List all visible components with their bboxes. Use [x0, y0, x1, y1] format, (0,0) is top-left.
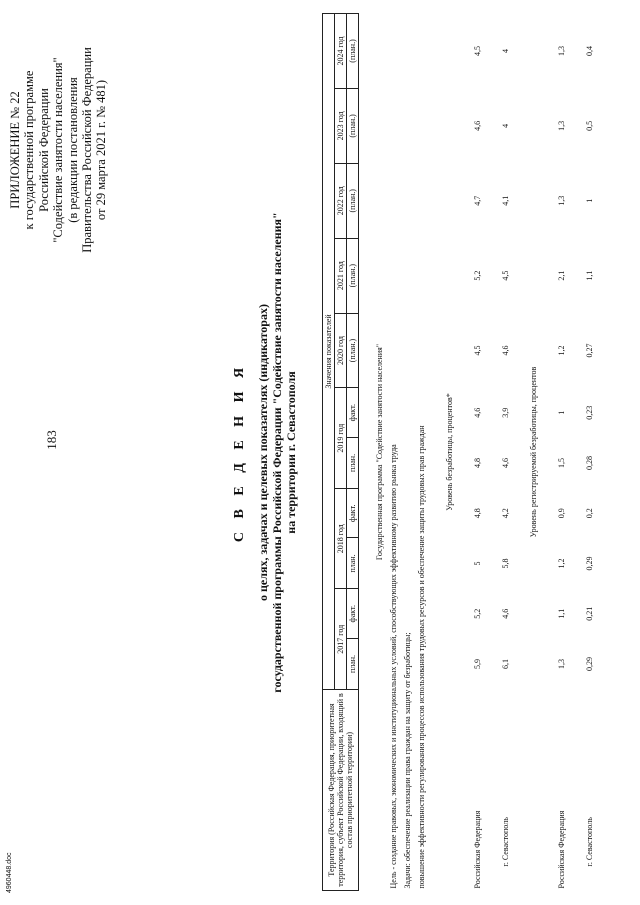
cell: 1,2: [557, 558, 566, 569]
row-territory: Российская Федерация: [473, 810, 482, 889]
plan-subheader: (план.): [347, 163, 359, 238]
cell: 1,2: [557, 345, 566, 356]
cell: 5,2: [473, 270, 482, 281]
document-subtitle: [256, 0, 298, 905]
subtitle-line: о целях, задачах и целевых показателях (индикаторах): [256, 304, 270, 601]
cell: 1,1: [557, 608, 566, 619]
subtitle-line: на территории г. Севастополя: [284, 371, 298, 534]
appendix-line: Российской Федерации: [36, 88, 51, 212]
cell: 4: [501, 48, 510, 53]
cell: 0,23: [585, 405, 594, 420]
appendix-line: ПРИЛОЖЕНИЕ № 22: [8, 91, 22, 209]
plan-subheader: план.: [347, 638, 359, 689]
cell: 4,1: [501, 195, 510, 206]
cell: 5,2: [473, 608, 482, 619]
year-header: 2024 год: [335, 14, 347, 89]
plan-subheader: (план.): [347, 238, 359, 313]
cell: 5,9: [473, 659, 482, 669]
year-header: 2017 год: [335, 589, 347, 690]
fact-subheader: факт.: [347, 388, 359, 438]
section-title: Уровень регистрируемой безработицы, процентов: [529, 366, 538, 538]
cell: 4,6: [501, 608, 510, 619]
cell: 4,7: [473, 195, 482, 206]
year-header: 2018 год: [335, 488, 347, 589]
cell: 1,5: [557, 457, 566, 468]
cell: 5: [473, 561, 482, 566]
fact-subheader: факт.: [347, 589, 359, 639]
cell: 0,9: [557, 508, 566, 519]
cell: 4,2: [501, 508, 510, 519]
cell: 0,28: [585, 455, 594, 470]
territory-header: Территория (Российская Федерация, приоритетная территория, субъект Российской Федерации, входящий в состав приоритетной территории): [323, 690, 359, 891]
cell: 4,5: [473, 345, 482, 356]
cell: 4,5: [501, 270, 510, 281]
plan-subheader: (план.): [347, 14, 359, 89]
cell: 0,2: [585, 508, 594, 519]
cell: 2,1: [557, 270, 566, 281]
appendix-line: от 29 марта 2021 г. № 481): [94, 79, 109, 221]
cell: 1,3: [557, 195, 566, 206]
cell: 0,4: [585, 45, 594, 56]
cell: 1,3: [557, 45, 566, 56]
year-header: 2022 год: [335, 163, 347, 238]
row-territory: Российская Федерация: [557, 810, 566, 889]
year-header: 2020 год: [335, 313, 347, 388]
cell: 1: [585, 198, 594, 203]
cell: 6,1: [501, 659, 510, 669]
cell: 4,6: [473, 120, 482, 131]
year-header: 2023 год: [335, 88, 347, 163]
cell: 4,8: [473, 457, 482, 468]
cell: 0,5: [585, 120, 594, 131]
plan-subheader: план.: [347, 538, 359, 589]
values-header: Значения показателей: [323, 14, 335, 690]
table-row: [499, 14, 513, 891]
plan-subheader: план.: [347, 437, 359, 488]
appendix-line: "Содействие занятости населения": [51, 57, 66, 243]
task-row: повышение эффективности регулирования процессов использования трудовых ресурсов и обеспечение защиты трудовых прав граждан: [417, 425, 426, 889]
cell: 5,8: [501, 558, 510, 569]
indicators-table: [322, 13, 597, 891]
cell: 3,9: [501, 407, 510, 418]
cell: 4,8: [473, 508, 482, 519]
table-row: [555, 14, 569, 891]
cell: 0,29: [585, 657, 594, 671]
appendix-block: [8, 10, 109, 290]
year-header: 2021 год: [335, 238, 347, 313]
cell: 1,1: [585, 270, 594, 281]
year-header: 2019 год: [335, 388, 347, 489]
cell: 4,6: [473, 407, 482, 418]
plan-subheader: (план.): [347, 88, 359, 163]
appendix-line: к государственной программе: [22, 70, 37, 230]
section-title: Уровень безработицы, процентов*: [445, 393, 454, 511]
cell: 4,6: [501, 457, 510, 468]
cell: 0,29: [585, 556, 594, 571]
task-row: Задачи: обеспечение реализации права граждан на защиту от безработицы;: [403, 632, 412, 889]
row-territory: г. Севастополь: [585, 817, 594, 867]
program-row: Государственная программа "Содействие занятости населения": [375, 343, 384, 561]
subtitle-line: государственной программы Российской Федерации "Содействие занятости населения": [270, 212, 284, 693]
page-number: 183: [44, 430, 59, 450]
cell: 4,5: [473, 45, 482, 56]
cell: 4,6: [501, 345, 510, 356]
table-row: [471, 14, 485, 891]
cell: 0,27: [585, 343, 594, 358]
document-heading: С В Е Д Е Н И Я: [232, 362, 247, 543]
appendix-line: (в редакции постановления: [65, 77, 80, 223]
cell: 1,3: [557, 120, 566, 131]
fact-subheader: факт.: [347, 488, 359, 538]
cell: 1,3: [557, 659, 566, 669]
footer-docname: 4960448.doc: [6, 852, 13, 893]
appendix-line: Правительства Российской Федерации: [80, 47, 95, 253]
goal-row: Цель - создание правовых, экономических и институциональных условий, способствующих эффективному развитию рынка труда: [389, 444, 398, 889]
cell: 1: [557, 410, 566, 415]
table-row: [583, 14, 597, 891]
cell: 4: [501, 123, 510, 128]
cell: 0,21: [585, 606, 594, 621]
row-territory: г. Севастополь: [501, 817, 510, 867]
plan-subheader: (план.): [347, 313, 359, 388]
